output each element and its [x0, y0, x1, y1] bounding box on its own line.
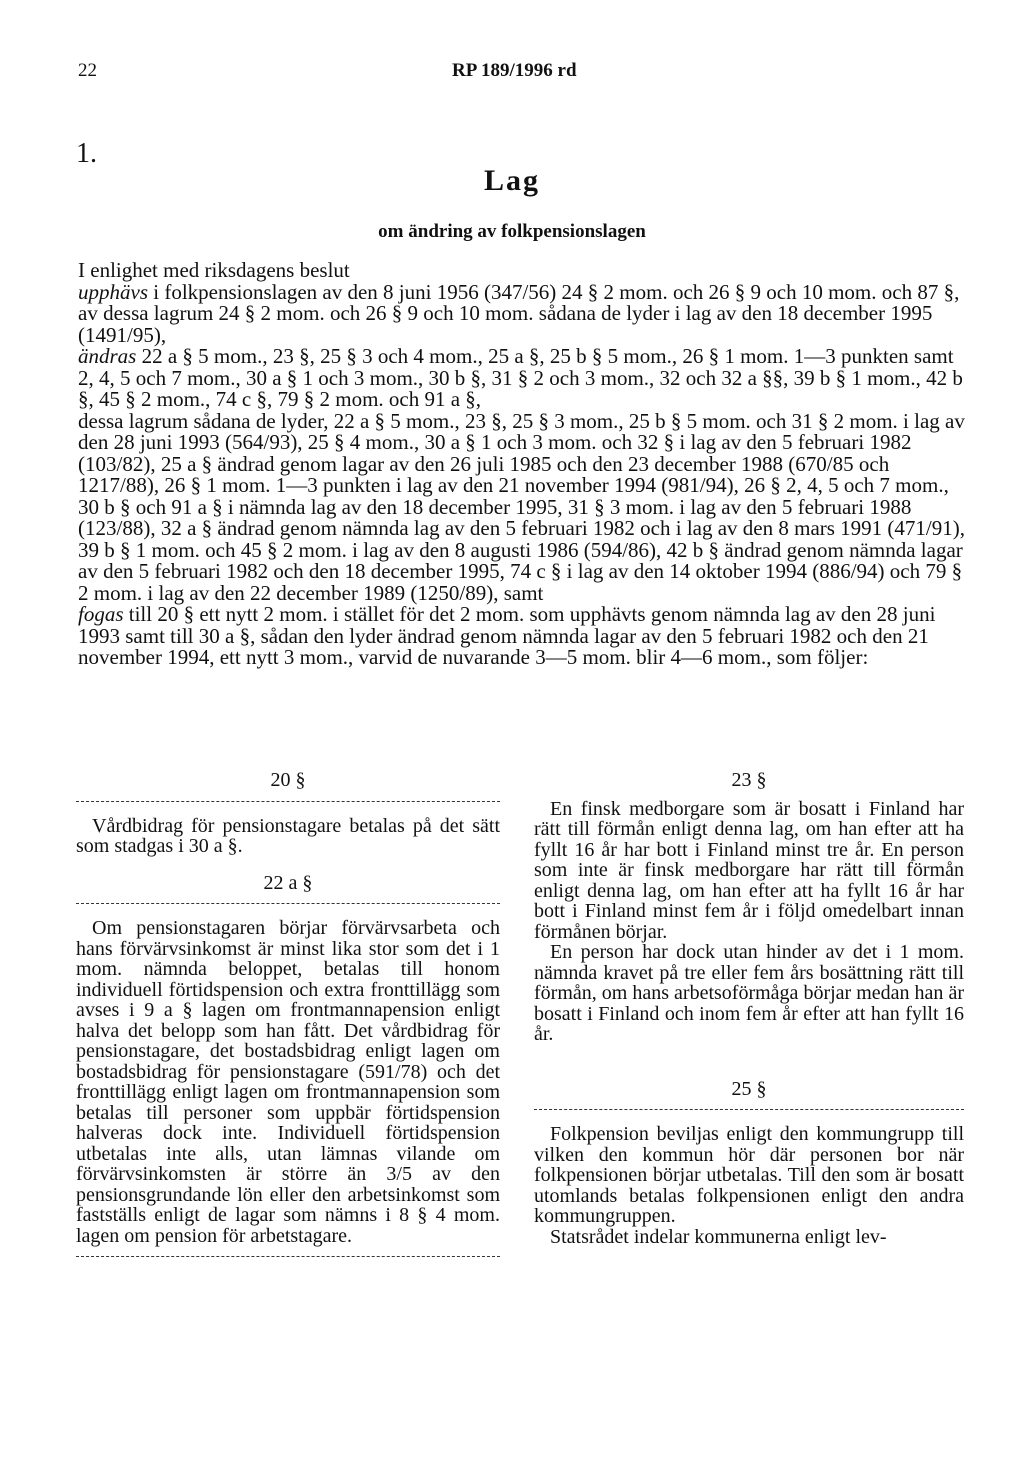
law-title: Lag — [483, 164, 540, 197]
section-23-heading: 23 § — [731, 769, 767, 791]
omission-divider — [76, 903, 500, 904]
preamble — [78, 260, 968, 669]
amend-text: 22 a § 5 mom., 23 §, 25 § 3 och 4 mom., 25 a §, 25 b § 5 mom., 26 § 1 mom. 1—3 punkten samt 2, 4, 5 och 7 mom., 30 a § 1 och 3 mom., 30 b §, 31 § 2 och 3 mom., 32 och 32 a §§, 39 b § 1 mom., 42 b §, 45 § 2 mom., 74 c §, 79 § 2 mom. och 91 a §, — [78, 344, 963, 411]
omission-divider — [534, 1109, 964, 1110]
law-subtitle: om ändring av folkpensionslagen — [378, 221, 646, 242]
section-20-text: Vårdbidrag för pensionstagare betalas på det sätt som stadgas i 30 a §. — [76, 814, 500, 857]
document-reference: RP 189/1996 rd — [452, 60, 577, 81]
keyword-andras: ändras — [78, 344, 137, 368]
section-23-paragraph-2: En person har dock utan hinder av det i 1 mom. nämnda kravet på tre eller fem års bosättning rätt till förmån, om hans arbetsoförmåga börjar medan han är bosatt i Finland och inom fem år efter att han fyllt 16 år. — [534, 941, 964, 1045]
section-25-heading: 25 § — [731, 1077, 767, 1100]
section-25-paragraph-2: Statsrådet indelar kommunerna enligt lev- — [550, 1225, 887, 1248]
preamble-intro: I enlighet med riksdagens beslut — [78, 258, 350, 282]
keyword-upphavs: upphävs — [78, 279, 148, 304]
omission-divider — [76, 801, 500, 802]
left-column — [76, 770, 500, 1271]
preamble-amend — [78, 346, 968, 411]
right-column — [534, 770, 964, 1247]
section-22a-text: Om pensionstagaren börjar förvärvsarbeta och hans förvärvsinkomst är minst lika stor som det i 1 mom. nämnda beloppet, betalas till honom individuell förtidspension och extra fronttillägg som avses i 9 a § lagen om frontmannapension enligt halva det belopp som han fått. Det vårdbidrag för pensionstagare, det bostadsbidrag enligt lagen om bostadsbidrag för pensionstagare (591/78) och det fronttillägg enligt lagen om frontmannapension som betalas till personer som uppbär förtidspension halveras dock inte. Individuell förtidspension utbetalas inte alls, utan lämnas vilande om förvärvsinkomsten är större än 3/5 av den pensionsgrundande lön eller den arbetsinkomst som fastställs enligt de lagar som nämns i 8 § 4 mom. lagen om pension för arbetstagare. — [76, 917, 500, 1247]
add-text: till 20 § ett nytt 2 mom. i stället för det 2 mom. som upphävts genom nämnda lag av den 28 juni 1993 samt till 30 a §, sådan den lyder ändrad genom nämnda lagar av den 5 februari 1982 och den 21 november 1994, ett nytt 3 mom., varvid de nuvarande 3—5 mom. blir 4—6 mom., som följer: — [78, 602, 936, 669]
section-20-heading: 20 § — [270, 769, 306, 791]
preamble-amend-cont: dessa lagrum sådana de lyder, 22 a § 5 mom., 23 §, 25 § 3 mom., 25 b § 5 mom. och 31 § 2 mom. i lag av den 28 juni 1993 (564/93), 25 § 4 mom., 30 a § 1 och 3 mom. och 32 § i lag av den 5 februari 1982 (103/82), 25 a § ändrad genom lagar av den 26 juli 1985 och den 23 december 1988 (670/85 och 1217/88), 26 § 1 mom. 1—3 punkten i lag av den 21 november 1994 (981/94), 26 § 2, 4, 5 och 7 mom., 30 b § och 91 a § i nämnda lag av den 18 december 1995, 31 § 3 mom. i lag av den 5 februari 1988 (123/88), 32 a § ändrad genom nämnda lag av den 5 februari 1982 och i lag av den 8 mars 1991 (471/91), 39 b § 1 mom. och 45 § 2 mom. i lag av den 8 augusti 1986 (594/86), 42 b § ändrad genom nämnda lagar av den 5 februari 1982 och den 18 december 1995, 74 c § i lag av den 14 oktober 1994 (886/94) och 79 § 2 mom. i lag av den 22 december 1989 (1250/89), samt — [78, 408, 966, 605]
section-25-paragraph-1: Folkpension beviljas enligt den kommungrupp till vilken den kommun hör där personen bor när folkpensionen börjar utbetalas. Till den som är bosatt utomlands betalas folkpensionen enligt den andra kommungruppen. — [534, 1123, 964, 1227]
preamble-repeal — [78, 279, 968, 304]
section-23-paragraph-1: En finsk medborgare som är bosatt i Finland har rätt till förmån enligt denna lag, om han efter att ha fyllt 16 år har bott i Finland minst tre år. En person som inte är finsk medborgare har rätt till förmån enligt denna lag, om han efter att ha fyllt 16 år har bott i Finland minst fem år i följd omedelbart innan förmånen börjar. — [534, 797, 964, 943]
omission-divider — [76, 1256, 500, 1257]
page-number: 22 — [78, 60, 97, 81]
preamble-repeal-cont: av dessa lagrum 24 § 2 mom. och 26 § 9 och 10 mom. sådana de lyder i lag av den 18 december 1995 (1491/95), — [78, 301, 933, 347]
section-22a-heading: 22 a § — [263, 871, 313, 894]
keyword-fogas: fogas — [78, 602, 124, 626]
repeal-text: i folkpensionslagen av den 8 juni 1956 (347/56) 24 § 2 mom. och 26 § 9 och 10 mom. och 87 §, — [148, 279, 960, 304]
law-number: 1. — [76, 138, 97, 169]
preamble-add — [78, 604, 968, 669]
